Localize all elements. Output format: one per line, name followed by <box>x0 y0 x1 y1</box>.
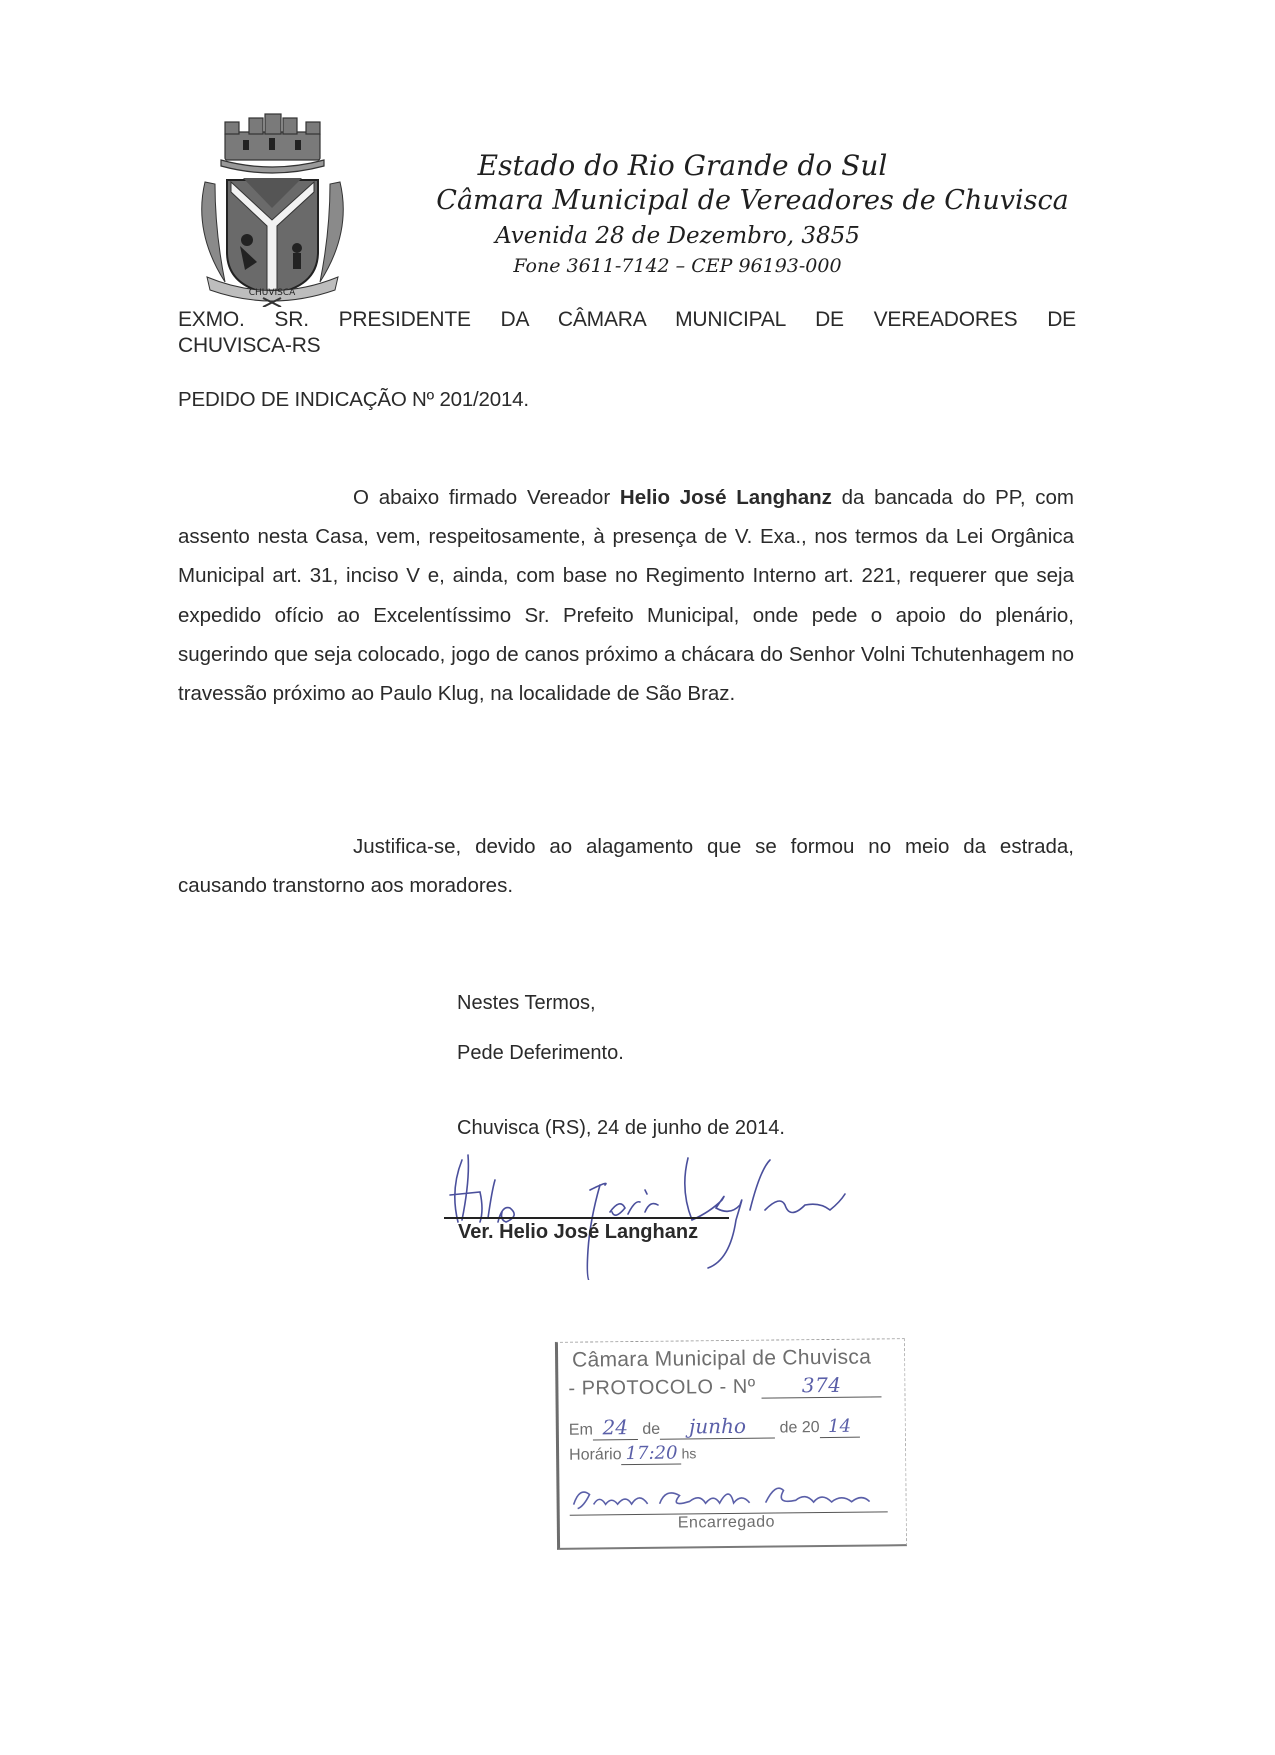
protocol-stamp <box>555 1338 907 1550</box>
addressee-line-2: CHUVISCA-RS <box>178 334 321 357</box>
date-de-label: de <box>642 1420 661 1438</box>
paragraph-body: da bancada do PP, com assento nesta Casa, vem, respeitosamente, à presença de V. Exa., nos termos da Lei Orgânica Municipal art. 31, inciso V e, ainda, com base no Regimento Interno art. 221, requerer que seja expedido ofício ao Excelentíssimo Sr. Prefeito Municipal, onde pede o apoio do plenário, sugerindo que seja colocado, jogo de canos próximo a chácara do Senhor Volni Tchutenhagem no travessão próximo ao Paulo Klug, na localidade de São Braz. <box>178 486 1074 706</box>
stamp-signature-field <box>569 1479 887 1515</box>
councilor-name: Helio José Langhanz <box>619 486 832 509</box>
time-unit: hs <box>681 1445 697 1462</box>
date-year-suffix: 14 <box>819 1416 859 1438</box>
date-month: junho <box>660 1414 775 1440</box>
time-label: Horário <box>569 1446 622 1464</box>
signature-line <box>444 1217 729 1219</box>
stamp-protocol <box>568 1372 881 1400</box>
clerk-signature-icon <box>569 1479 887 1514</box>
stamp-date <box>569 1413 860 1441</box>
addressee-block <box>178 307 1076 359</box>
letterhead-state: Estado do Rio Grande do Sul <box>477 149 888 182</box>
signer-name: Ver. Helio José Langhanz <box>458 1221 699 1243</box>
request-title: PEDIDO DE INDICAÇÃO Nº 201/2014. <box>178 388 529 411</box>
emblem-label: CHUVISCA <box>248 288 296 298</box>
letterhead-contact: Fone 3611-7142 – CEP 96193-000 <box>513 255 842 277</box>
request-paragraph <box>178 478 1074 713</box>
letterhead-institution: Câmara Municipal de Vereadores de Chuvisca <box>436 185 1069 216</box>
handwritten-signature-icon <box>440 1150 900 1280</box>
closing-terms: Nestes Termos, <box>457 992 596 1014</box>
closing-request: Pede Deferimento. <box>457 1042 624 1064</box>
stamp-role: Encarregado <box>677 1513 776 1532</box>
protocol-label: - PROTOCOLO - Nº <box>568 1375 756 1400</box>
justification-paragraph <box>178 827 1074 905</box>
stamp-title: Câmara Municipal de Chuvisca <box>571 1345 872 1372</box>
justification-text: Justifica-se, devido ao alagamento que se formou no meio da estrada, causando transtorno aos moradores. <box>178 835 1074 898</box>
date-day: 24 <box>593 1415 638 1440</box>
paragraph-lead: O abaixo firmado Vereador <box>353 486 620 509</box>
date-em-label: Em <box>568 1421 593 1439</box>
stamp-time <box>569 1442 696 1465</box>
time-value: 17:20 <box>621 1443 681 1466</box>
letterhead-address: Avenida 28 de Dezembro, 3855 <box>495 223 860 249</box>
date-year-prefix: de 20 <box>779 1419 820 1437</box>
addressee-line-1: EXMO. SR. PRESIDENTE DA CÂMARA MUNICIPAL DE VEREADORES DE <box>178 308 1076 331</box>
place-and-date: Chuvisca (RS), 24 de junho de 2014. <box>457 1117 785 1139</box>
protocol-number: 374 <box>761 1372 881 1398</box>
